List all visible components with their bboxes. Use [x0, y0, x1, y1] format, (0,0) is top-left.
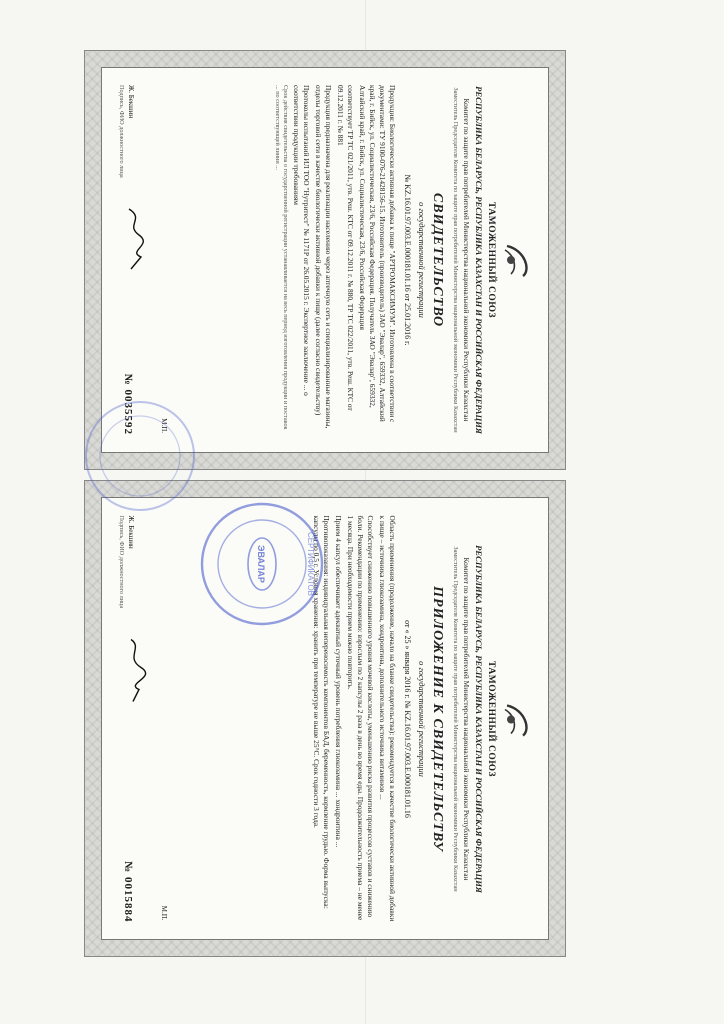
eaeu-emblem-icon: [499, 699, 533, 739]
appendix-title: ПРИЛОЖЕНИЕ К СВИДЕТЕЛЬСТВУ: [430, 585, 446, 852]
union-title: ТАМОЖЕННЫЙ СОЮЗ: [486, 660, 496, 777]
signature-icon: [123, 205, 147, 275]
serial-number: № 0015884: [121, 860, 134, 922]
certificate-subtitle: о государственной регистрации: [417, 202, 427, 318]
authority-name: Комитет по защите прав потребителей Министерства национальной экономики Республики Казахстан: [461, 98, 471, 422]
serial-number: № 0035592: [121, 373, 134, 435]
scope-text: Область применения (продолжение, начало на бланке свидетельства): рекомендуется в качестве биологически активной добавки к пище – источника глюкозамина, хондроитина, дополнительного источника витаминов ...: [378, 515, 398, 921]
republics-title: РЕСПУБЛИКА БЕЛАРУСЬ, РЕСПУБЛИКА КАЗАХСТАН И РОССИЙСКАЯ ФЕДЕРАЦИЯ: [474, 544, 485, 893]
seal-place-label: М.П.: [160, 905, 169, 920]
certificate-panel: [101, 67, 549, 453]
authority-name: Комитет по защите прав потребителей Министерства национальной экономики Республики Казахстан: [461, 557, 471, 880]
compliance-text: соответствует ТР ТС 021/2011, утв. Реш. КТС от 09.12.2011 г. № 880, ТР ТС 022/2011, утв. Реш. КТС от 09.12.2011 г. № 881: [336, 85, 356, 411]
validity-note: Срок действия свидетельства о государственной регистрации устанавливается на весь период изготовления продукции и поставок ... по соответствующей линии ...: [274, 85, 290, 430]
warning-text: Противопоказания: индивидуальная непереносимость компонентов БАД, беременность, кормление грудью. Форма выпуска: капсулы по 0,5 г. Условия хранения: хранить при температуре не выше 25°С. Срок годности 3 года.: [312, 515, 332, 909]
republics-title: РЕСПУБЛИКА БЕЛАРУСЬ, РЕСПУБЛИКА КАЗАХСТАН И РОССИЙСКАЯ ФЕДЕРАЦИЯ: [474, 86, 485, 434]
company-stamp-icon: [198, 500, 326, 628]
certificate-footer: [117, 85, 135, 435]
signature-caption: Подпись, ФИО должностного лица: [118, 85, 126, 178]
stamp-ring-text: СЕРТИФИКАТОВ: [306, 531, 315, 597]
eaeu-emblem-icon: [499, 240, 533, 280]
signature-caption: Подпись, ФИО должностного лица: [118, 515, 126, 608]
appendix-subtitle: о государственной регистрации: [417, 660, 427, 777]
purpose-text: Продукция предназначена для реализации населению через аптечную сеть и специализированные магазины, отделы торговой сети в качестве биологически активной добавки к пище (далее согласно свидетельству): [314, 85, 334, 429]
signature-icon: [123, 635, 147, 705]
registration-number: от « 25 » января 2016 г. № KZ.16.01.97.003.E.000181.01.16: [403, 619, 413, 818]
usage-text: Способствует снижению повышенного уровня мочевой кислоты, уменьшению риска развития процессов суставов и снижению боли. Рекомендации по применению: взрослым по 2 капсулы 2 раза в день во время еды. Продолжительность приема – не менее 1 месяца. При необходимости прием можно повторить.: [346, 515, 376, 920]
basis-text: Протоколы испытаний ИЛ ТОО "Нутритест" № 1171Р от 26.05.2015 г. Экспертное заключение ... о соответствии продукции требованиям: [292, 85, 312, 396]
faint-stamp-icon: [82, 398, 198, 514]
certificate-content: [101, 67, 549, 453]
dose-text: Прием 4 капсул обеспечивает адекватный суточный уровень потребления глюкозамина ... хондроитина ...: [334, 515, 344, 847]
signer-name: Ж. Бекшин: [126, 515, 135, 549]
deputy-title: Заместитель Председателя Комитета по защите прав потребителей Министерства национальной экономики Республики Казахстан: [451, 545, 459, 892]
product-description: Продукция: Биологически активная добавка к пище "АРТРОМАКСИМУМ". Изготовлена в соответствии с документами: ТУ 9100-076-21428156-15. Изготовитель (производитель) ЗАО "Эвалар", 659332, Алтайский край, г. Бийск, ул. Социалистическая, 23/6, Российская Федерация. Получатель ЗАО "Эвалар", 659332, Алтайский край, г. Бийск, ул. Социалистическая, 23/6, Российская Федерация: [358, 85, 398, 423]
registration-number: № KZ.16.01.97.003.E.000181.01.16 от 25.01.2016 г.: [403, 174, 413, 346]
signer-name: Ж. Бекшин: [126, 85, 135, 119]
seal-place-label: М.П.: [160, 418, 169, 433]
stamp-center-text: ЭВАЛАР: [256, 545, 266, 583]
union-title: ТАМОЖЕННЫЙ СОЮЗ: [486, 202, 496, 318]
certificate-title: СВИДЕТЕЛЬСТВО: [430, 192, 446, 328]
deputy-title: Заместитель Председателя Комитета по защите прав потребителей Министерства национальной экономики Республики Казахстан: [451, 87, 459, 433]
appendix-footer: [117, 515, 135, 922]
